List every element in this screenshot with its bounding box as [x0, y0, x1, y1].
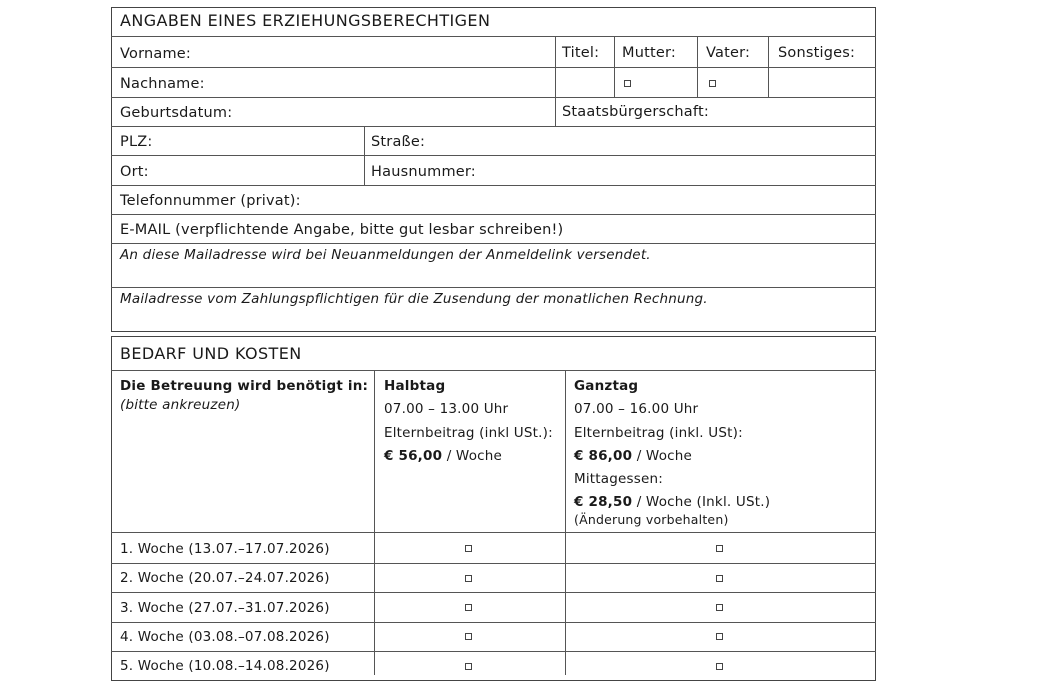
col-divider: [614, 36, 615, 97]
ganztag-time: 07.00 – 16.00 Uhr: [574, 401, 699, 417]
row-divider: [111, 243, 876, 244]
row-divider: [111, 563, 876, 564]
row-divider: [111, 126, 876, 127]
vorname-label: Vorname:: [120, 46, 191, 62]
halbtag-time: 07.00 – 13.00 Uhr: [384, 401, 509, 417]
week-5-halbtag-checkbox[interactable]: [465, 663, 472, 670]
ganztag-fee-amount: € 86,00: [574, 448, 633, 464]
ganztag-fee-unit: / Woche: [632, 448, 693, 464]
guardian-section: [111, 7, 876, 332]
row-divider: [111, 651, 876, 652]
row-divider: [111, 287, 876, 288]
row-divider: [111, 185, 876, 186]
week-4-ganztag-checkbox[interactable]: [716, 633, 723, 640]
mutter-label: Mutter:: [622, 45, 676, 61]
week-3-halbtag-checkbox[interactable]: [465, 604, 472, 611]
ganztag-lunch-label: Mittagessen:: [574, 471, 664, 487]
titel-label: Titel:: [562, 45, 600, 61]
week-2-halbtag-checkbox[interactable]: [465, 575, 472, 582]
ganztag-lunch-amount: € 28,50: [574, 494, 633, 510]
need-hint: (bitte ankreuzen): [120, 397, 241, 413]
week-row-label: 1. Woche (13.07.–17.07.2026): [120, 541, 330, 557]
row-divider: [111, 622, 876, 623]
ort-label: Ort:: [120, 164, 149, 180]
guardian-section-title: ANGABEN EINES ERZIEHUNGSBERECHTIGEN: [120, 11, 491, 30]
nachname-label: Nachname:: [120, 76, 205, 92]
halbtag-title: Halbtag: [384, 378, 446, 394]
week-row-label: 5. Woche (10.08.–14.08.2026): [120, 658, 330, 674]
sonstiges-label: Sonstiges:: [778, 45, 856, 61]
staatsbuergerschaft-label: Staatsbürgerschaft:: [562, 104, 709, 120]
col-divider: [768, 36, 769, 97]
ganztag-lunch-unit: / Woche (Inkl. USt.): [632, 494, 771, 510]
ganztag-lunch-fee: [574, 493, 770, 511]
hausnummer-label: Hausnummer:: [371, 164, 476, 180]
row-divider: [111, 36, 876, 37]
telefon-label: Telefonnummer (privat):: [120, 193, 301, 209]
col-divider: [565, 370, 566, 675]
week-3-ganztag-checkbox[interactable]: [716, 604, 723, 611]
plz-label: PLZ:: [120, 134, 153, 150]
strasse-label: Straße:: [371, 134, 426, 150]
row-divider: [111, 370, 876, 371]
ganztag-note: (Änderung vorbehalten): [574, 512, 729, 527]
row-divider: [111, 592, 876, 593]
email-note-rechnung: Mailadresse vom Zahlungspflichtigen für die Zusendung der monatlichen Rechnung.: [120, 291, 708, 307]
col-divider: [555, 97, 556, 126]
vater-label: Vater:: [706, 45, 751, 61]
col-divider: [364, 126, 365, 185]
mutter-checkbox[interactable]: [624, 80, 631, 87]
col-divider: [697, 36, 698, 97]
week-row-label: 2. Woche (20.07.–24.07.2026): [120, 570, 330, 586]
week-row-label: 4. Woche (03.08.–07.08.2026): [120, 629, 330, 645]
row-divider: [111, 532, 876, 533]
halbtag-fee-amount: € 56,00: [384, 448, 443, 464]
week-5-ganztag-checkbox[interactable]: [716, 663, 723, 670]
col-divider: [374, 370, 375, 675]
halbtag-fee-unit: / Woche: [442, 448, 503, 464]
vater-checkbox[interactable]: [709, 80, 716, 87]
row-divider: [111, 214, 876, 215]
col-divider: [555, 36, 556, 97]
week-2-ganztag-checkbox[interactable]: [716, 575, 723, 582]
halbtag-fee-label: Elternbeitrag (inkl USt.):: [384, 425, 553, 441]
week-1-halbtag-checkbox[interactable]: [465, 545, 472, 552]
week-1-ganztag-checkbox[interactable]: [716, 545, 723, 552]
need-label: Die Betreuung wird benötigt in:: [120, 378, 369, 394]
ganztag-fee-label: Elternbeitrag (inkl. USt):: [574, 425, 743, 441]
email-note-anmeldelink: An diese Mailadresse wird bei Neuanmeldungen der Anmeldelink versendet.: [120, 247, 651, 263]
geburtsdatum-label: Geburtsdatum:: [120, 105, 233, 121]
row-divider: [111, 97, 876, 98]
costs-section-title: BEDARF UND KOSTEN: [120, 344, 302, 363]
row-divider: [111, 155, 876, 156]
email-label: E-MAIL (verpflichtende Angabe, bitte gut lesbar schreiben!): [120, 222, 564, 238]
ganztag-title: Ganztag: [574, 378, 639, 394]
week-4-halbtag-checkbox[interactable]: [465, 633, 472, 640]
week-row-label: 3. Woche (27.07.–31.07.2026): [120, 600, 330, 616]
row-divider: [111, 67, 876, 68]
ganztag-fee: [574, 447, 692, 465]
halbtag-fee: [384, 447, 502, 465]
